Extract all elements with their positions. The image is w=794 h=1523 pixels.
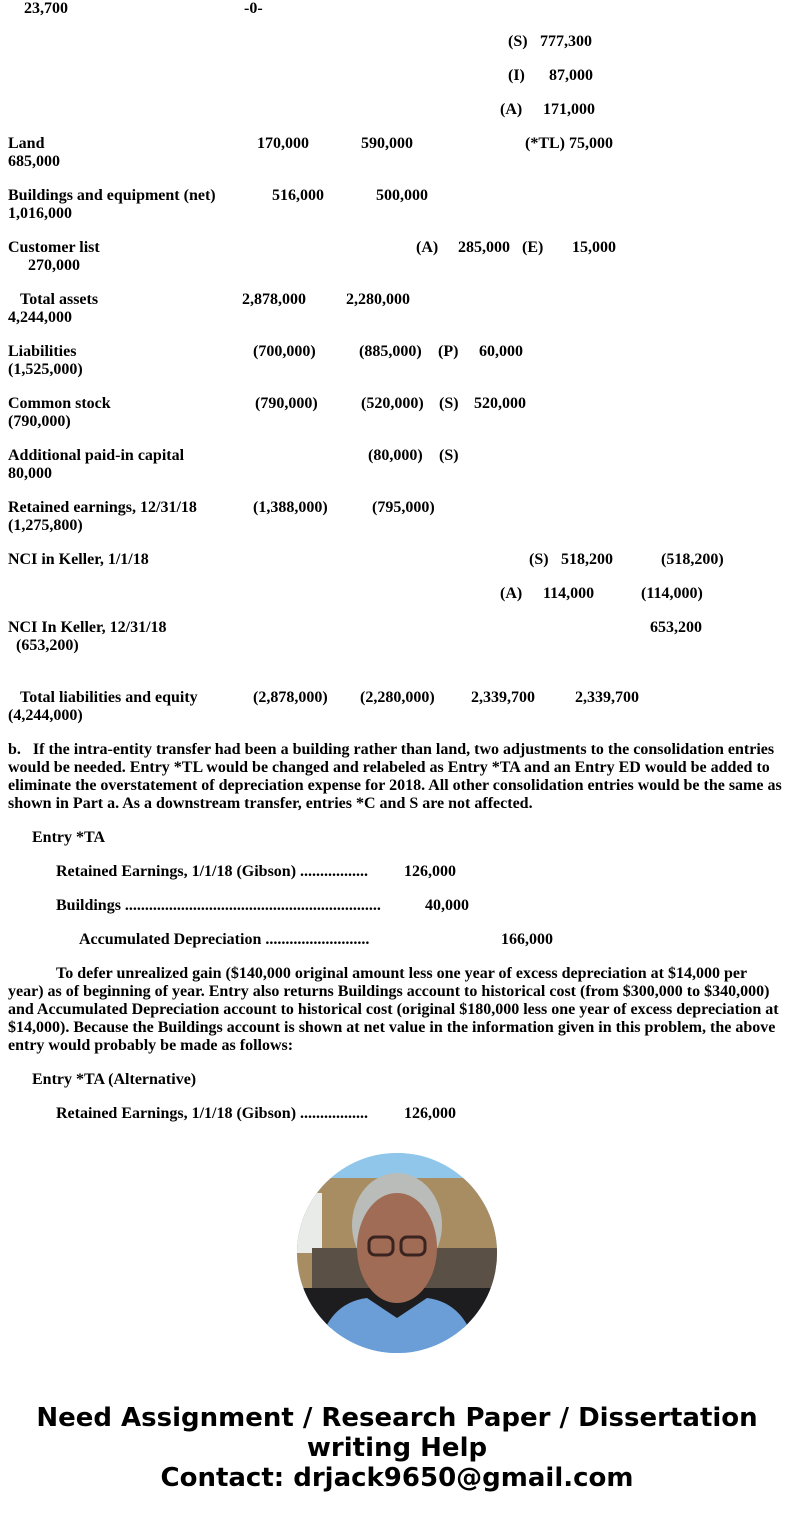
- journal-account: Accumulated Depreciation ..........................: [79, 931, 370, 948]
- nci-value: (518,200): [661, 551, 724, 568]
- consolidated-value: (4,244,000): [8, 707, 83, 724]
- cell-value: (2,878,000): [253, 689, 328, 706]
- adjustment-code: (S): [439, 395, 459, 412]
- person-photo-icon: [297, 1153, 497, 1353]
- consolidated-value: (790,000): [8, 413, 71, 430]
- adjustment-amount: 60,000: [479, 343, 523, 360]
- cell-value: (80,000): [368, 447, 423, 464]
- journal-account: Buildings ................................................................: [56, 897, 381, 914]
- nci-value: (114,000): [641, 585, 703, 602]
- cell-value: (885,000): [359, 343, 422, 360]
- debit-total: 2,339,700: [471, 689, 535, 706]
- author-photo: [297, 1153, 497, 1353]
- adjustment-amount: 285,000: [458, 239, 510, 256]
- promo-contact: Contact: drjack9650@gmail.com: [160, 1463, 634, 1493]
- row-label: Total assets: [20, 291, 99, 308]
- row-label: Retained earnings, 12/31/18: [8, 499, 197, 516]
- nci-value: 653,200: [650, 619, 702, 636]
- promo-banner: [0, 1403, 794, 1493]
- adjustment-amount: 114,000: [543, 585, 595, 602]
- credit-total: 2,339,700: [575, 689, 639, 706]
- cell-value: 590,000: [361, 135, 413, 152]
- cell-value: (520,000): [361, 395, 424, 412]
- journal-debit: 126,000: [404, 863, 456, 880]
- journal-credit: 166,000: [501, 931, 553, 948]
- adjustment-code: (P): [438, 343, 459, 360]
- cell-value: (700,000): [253, 343, 316, 360]
- entry-title: Entry *TA: [32, 829, 106, 846]
- row-label: Land: [8, 135, 45, 152]
- row-label: NCI In Keller, 12/31/18: [8, 619, 167, 636]
- consolidated-value: (1,275,800): [8, 517, 83, 534]
- consolidated-value: 1,016,000: [8, 205, 72, 222]
- adjustment-code: (S): [529, 551, 549, 568]
- cell-value: 23,700: [24, 0, 68, 17]
- adjustment-code: (A): [416, 239, 439, 256]
- consolidated-value: (653,200): [16, 637, 79, 654]
- adjustment-amount: 520,000: [474, 395, 526, 412]
- adjustment-code: (S): [508, 33, 528, 50]
- adjustment-amount: 87,000: [549, 67, 593, 84]
- adjustment-amount: (*TL) 75,000: [525, 135, 613, 152]
- adjustment-code: (I): [508, 67, 525, 84]
- entry-title: Entry *TA (Alternative): [32, 1071, 197, 1088]
- adjustment-code: (A): [500, 585, 523, 602]
- cell-value: -0-: [244, 0, 263, 17]
- consolidated-value: 685,000: [8, 153, 60, 170]
- cell-value: 170,000: [257, 135, 309, 152]
- cell-value: (2,280,000): [360, 689, 435, 706]
- cell-value: 516,000: [272, 187, 324, 204]
- entry-explanation: To defer unrealized gain ($140,000 original amount less one year of excess depreciation at $14,000 per year) as of beginning of year. Entry also returns Buildings account to historical cost (from $300,000 to $340,000) and Accumulated Depreciation account to historical cost (original $180,000 less one year of excess depreciation at $14,000). Because the Buildings account is shown at net value in the information given in this problem, the above entry would probably be made as follows:: [8, 965, 779, 1054]
- row-label: Buildings and equipment (net): [8, 187, 216, 204]
- adjustment-code: (E): [522, 239, 544, 256]
- cell-value: 2,878,000: [242, 291, 306, 308]
- promo-line: Need Assignment / Research Paper / Dissertation: [36, 1403, 758, 1433]
- row-label: Total liabilities and equity: [20, 689, 198, 706]
- consolidated-value: (1,525,000): [8, 361, 83, 378]
- row-label: Additional paid-in capital: [8, 447, 185, 464]
- row-label: Liabilities: [8, 343, 77, 360]
- journal-debit: 126,000: [404, 1105, 456, 1122]
- journal-debit: 40,000: [425, 897, 469, 914]
- consolidated-value: 270,000: [28, 257, 80, 274]
- cell-value: (1,388,000): [253, 499, 328, 516]
- consolidated-value: 4,244,000: [8, 309, 72, 326]
- row-label: NCI in Keller, 1/1/18: [8, 551, 149, 568]
- journal-account: Retained Earnings, 1/1/18 (Gibson) .................: [56, 863, 369, 880]
- part-b-intro: b. If the intra-entity transfer had been a building rather than land, two adjustments to the consolidation entries would be needed. Entry *TL would be changed and relabeled as Entry *TA and an Entry ED would be added to eliminate the overstatement of depreciation expense for 2018. All other consolidation entries would be the same as shown in Part a. As a downstream transfer, entries *C and S are not affected.: [8, 741, 782, 812]
- cell-value: (795,000): [372, 499, 435, 516]
- cell-value: 2,280,000: [346, 291, 410, 308]
- cell-value: (790,000): [255, 395, 318, 412]
- consolidated-value: 80,000: [8, 465, 52, 482]
- adjustment-code: (A): [500, 101, 523, 118]
- adjustment-amount: 15,000: [572, 239, 616, 256]
- adjustment-amount: 518,200: [561, 551, 613, 568]
- row-label: Customer list: [8, 239, 100, 256]
- adjustment-amount: 777,300: [540, 33, 592, 50]
- promo-line: writing Help: [306, 1433, 488, 1463]
- row-label: Common stock: [8, 395, 111, 412]
- adjustment-code: (S): [439, 447, 459, 464]
- adjustment-amount: 171,000: [543, 101, 595, 118]
- journal-account: Retained Earnings, 1/1/18 (Gibson) .................: [56, 1105, 369, 1122]
- cell-value: 500,000: [376, 187, 428, 204]
